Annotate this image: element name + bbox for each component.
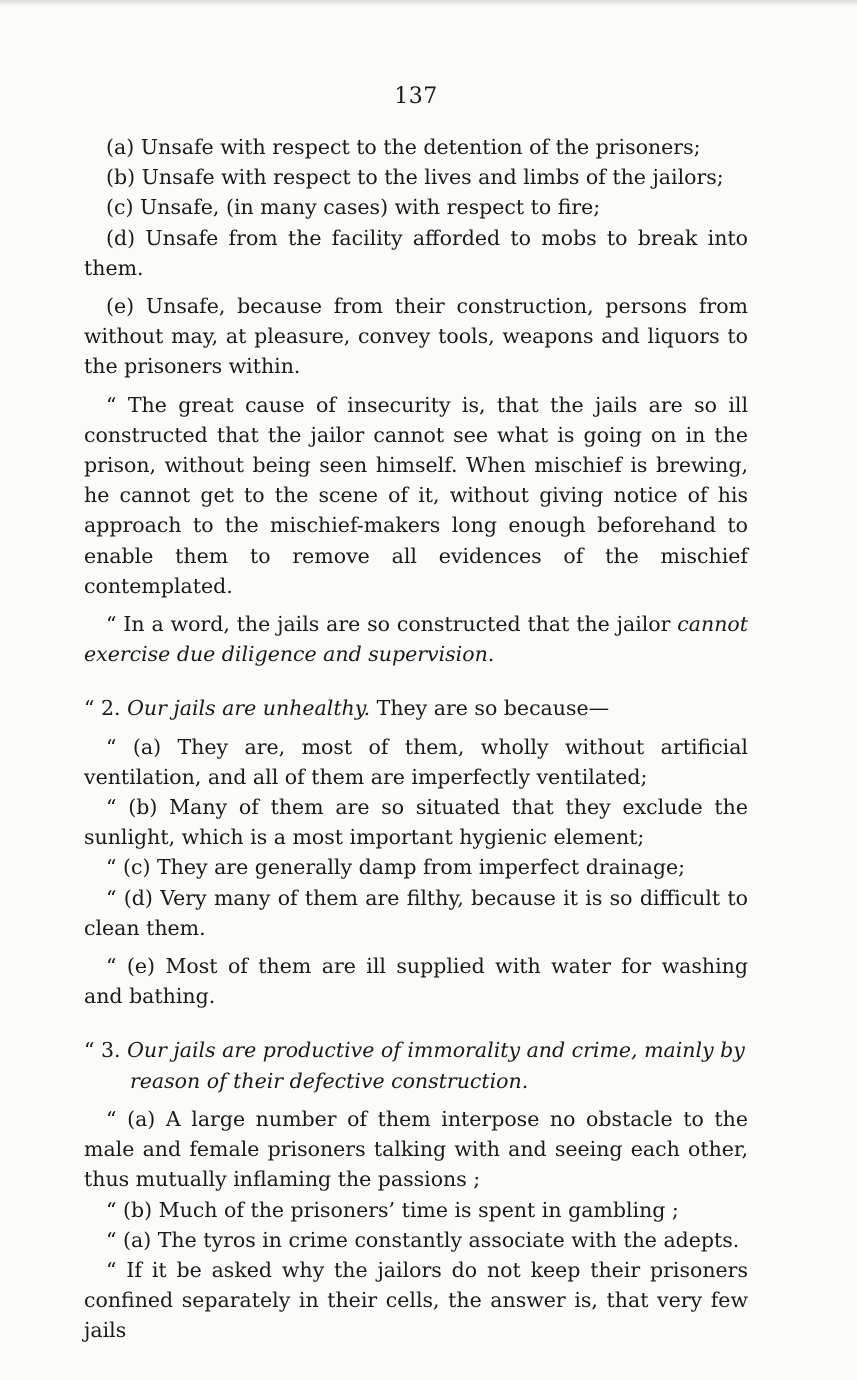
item-2c: “ (c) They are generally damp from imperfect drainage; (106, 855, 685, 880)
in-a-word-italic: cannot exercise due diligence and supervision. (84, 612, 748, 667)
page-body (84, 132, 748, 1346)
item-3a: “ (a) A large number of them interpose no obstacle to the male and female prisoners talking with and seeing each other, thus mutually inflaming the passions ; (84, 1106, 748, 1192)
item-3a-second: “ (a) The tyros in crime constantly associate with the adepts. (106, 1227, 740, 1252)
item-d-unsafe: (d) Unsafe from the facility afforded to mobs to break into them. (84, 225, 748, 280)
item-c-unsafe: (c) Unsafe, (in many cases) with respect to fire; (106, 195, 601, 220)
item-2a: “ (a) They are, most of them, wholly without artificial ventilation, and all of them are imperfectly ventilated; (84, 734, 748, 789)
section-3-title: Our jails are productive of immorality and crime, mainly by reason of their defective construction. (127, 1038, 745, 1093)
item-2d: “ (d) Very many of them are filthy, because it is so difficult to clean them. (84, 885, 748, 940)
item-2b: “ (b) Many of them are so situated that they exclude the sunlight, which is a most important hygienic element; (84, 795, 748, 850)
section-2-heading (84, 693, 748, 723)
section-2-title: Our jails are unhealthy. (127, 696, 371, 721)
item-b-unsafe: (b) Unsafe with respect to the lives and limbs of the jailors; (106, 165, 724, 190)
paragraph-great-cause: “ The great cause of insecurity is, that the jails are so ill constructed that the jailor cannot see what is going on in the prison, without being seen himself. When mischief is brewing, he cannot get to the scene of it, without giving notice of his approach to the mischief-makers long enough beforehand to enable them to remove all evidences of the mischief contemplated. (84, 392, 748, 598)
book-page (84, 0, 748, 1380)
item-3b: “ (b) Much of the prisoners’ time is spent in gambling ; (106, 1197, 679, 1222)
paragraph-if-asked: “ If it be asked why the jailors do not keep their prisoners confined separately in their cells, the answer is, that very few jails (84, 1257, 748, 1343)
section-3-heading (84, 1035, 748, 1095)
section-2-rest: They are so because— (370, 696, 610, 721)
in-a-word-lead: “ In a word, the jails are so constructed that the jailor (106, 612, 678, 637)
page-number: 137 (394, 84, 438, 109)
item-e-unsafe: (e) Unsafe, because from their construction, persons from without may, at pleasure, convey tools, weapons and liquors to the prisoners within. (84, 294, 748, 379)
paragraph-in-a-word (84, 609, 748, 669)
section-2-number: “ 2. (84, 696, 128, 721)
item-a-unsafe: (a) Unsafe with respect to the detention of the prisoners; (106, 135, 701, 159)
section-3-number: “ 3. (84, 1038, 128, 1063)
item-2e: “ (e) Most of them are ill supplied with water for washing and bathing. (84, 954, 748, 1009)
